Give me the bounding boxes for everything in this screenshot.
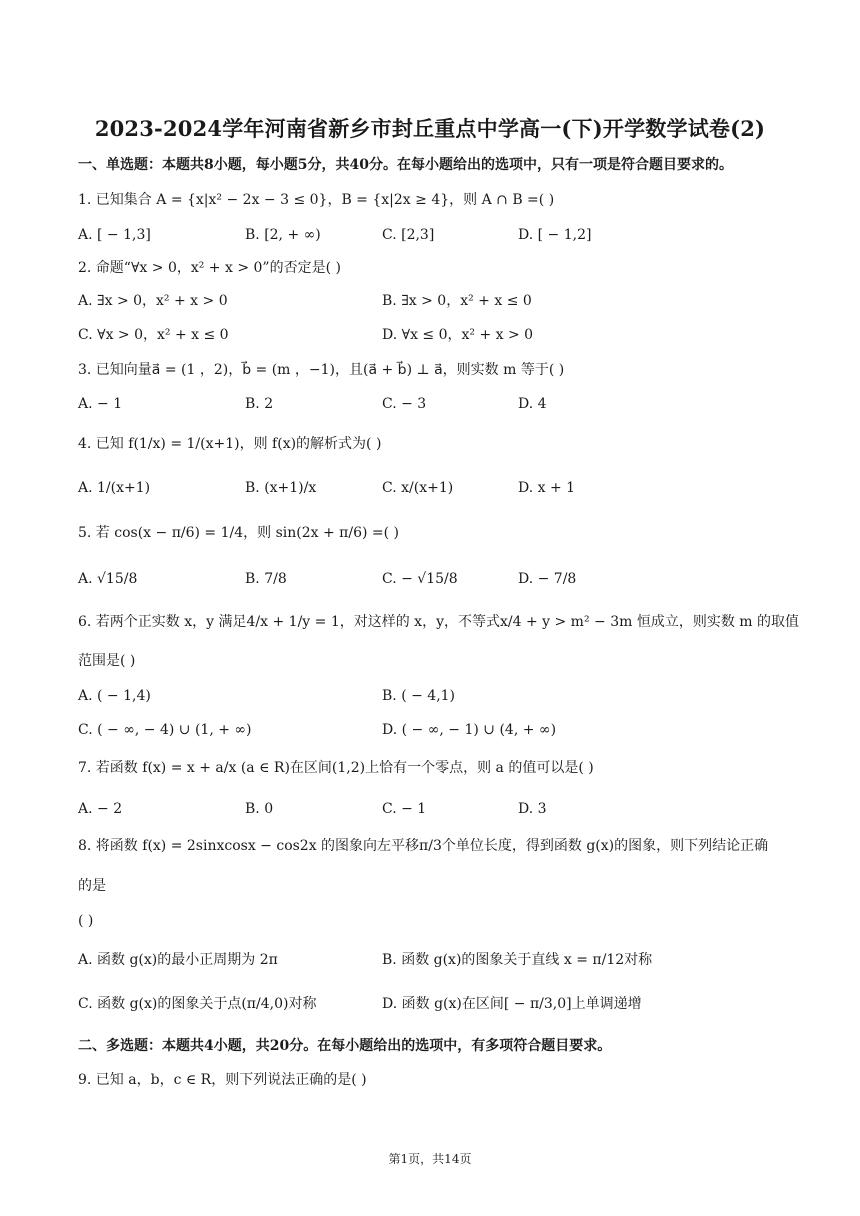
section-multi-choice: 二、多选题：本题共4小题，共20分。在每小题给出的选项中，有多项符合题目要求。 — [78, 1038, 612, 1054]
question-9-stem: 9. 已知 a，b，c ∈ R，则下列说法正确的是( ) — [78, 1072, 367, 1088]
q5-option-a: A. √15/8 — [78, 571, 138, 587]
q3-option-d: D. 4 — [518, 396, 547, 412]
question-8-stem-continued: 的是 — [78, 878, 106, 894]
q7-option-a: A. − 2 — [78, 801, 123, 817]
q3-option-b: B. 2 — [245, 396, 274, 412]
q8-option-d: D. 函数 g(x)在区间[ − π/3,0]上单调递增 — [382, 996, 642, 1012]
q7-option-c: C. − 1 — [382, 801, 427, 817]
question-7-stem: 7. 若函数 f(x) = x + a/x (a ∈ R)在区间(1,2)上恰有一个零点，则 a 的值可以是( ) — [78, 760, 594, 776]
q6-option-c: C. ( − ∞, − 4) ∪ (1, + ∞) — [78, 722, 252, 738]
q4-option-c: C. x/(x+1) — [382, 480, 454, 496]
q5-option-c: C. − √15/8 — [382, 571, 458, 587]
q2-option-c: C. ∀x > 0，x² + x ≤ 0 — [78, 327, 229, 343]
q6-option-a: A. ( − 1,4) — [78, 688, 151, 704]
q1-option-a: A. [ − 1,3] — [78, 227, 151, 243]
q7-option-d: D. 3 — [518, 801, 547, 817]
page-title: 2023-2024学年河南省新乡市封丘重点中学高一(下)开学数学试卷(2) — [94, 116, 766, 141]
q2-option-b: B. ∃x > 0，x² + x ≤ 0 — [382, 293, 532, 309]
question-6-stem-continued: 范围是( ) — [78, 653, 136, 669]
q7-option-b: B. 0 — [245, 801, 274, 817]
q3-option-a: A. − 1 — [78, 396, 123, 412]
question-3-stem: 3. 已知向量a⃗ = (1 ，2)，b⃗ = (m ，−1)，且(a⃗ + b⃗) ⊥ a⃗，则实数 m 等于( ) — [78, 362, 565, 378]
q1-option-d: D. [ − 1,2] — [518, 227, 592, 243]
q6-option-b: B. ( − 4,1) — [382, 688, 456, 704]
question-1-stem: 1. 已知集合 A = {x|x² − 2x − 3 ≤ 0}，B = {x|2x ≥ 4}，则 A ∩ B =( ) — [78, 192, 555, 208]
q3-option-c: C. − 3 — [382, 396, 427, 412]
section-single-choice: 一、单选题：本题共8小题，每小题5分，共40分。在每小题给出的选项中，只有一项是符合题目要求的。 — [78, 157, 733, 173]
q4-option-a: A. 1/(x+1) — [78, 480, 151, 496]
q8-option-a: A. 函数 g(x)的最小正周期为 2π — [78, 952, 278, 968]
question-6-stem: 6. 若两个正实数 x，y 满足4/x + 1/y = 1，对这样的 x，y，不等式x/4 + y > m² − 3m 恒成立，则实数 m 的取值 — [78, 614, 800, 630]
question-8-stem: 8. 将函数 f(x) = 2sinxcosx − cos2x 的图象向左平移π/3个单位长度，得到函数 g(x)的图象，则下列结论正确 — [78, 838, 769, 854]
q6-option-d: D. ( − ∞, − 1) ∪ (4, + ∞) — [382, 722, 557, 738]
q8-option-c: C. 函数 g(x)的图象关于点(π/4,0)对称 — [78, 996, 317, 1012]
q2-option-d: D. ∀x ≤ 0，x² + x > 0 — [382, 327, 534, 343]
q5-option-d: D. − 7/8 — [518, 571, 577, 587]
page-footer: 第1页，共14页 — [388, 1152, 472, 1166]
q4-option-b: B. (x+1)/x — [245, 480, 317, 496]
question-5-stem: 5. 若 cos(x − π/6) = 1/4，则 sin(2x + π/6) =( ) — [78, 525, 400, 541]
q1-option-b: B. [2, + ∞) — [245, 227, 321, 243]
q4-option-d: D. x + 1 — [518, 480, 576, 496]
q8-option-b: B. 函数 g(x)的图象关于直线 x = π/12对称 — [382, 952, 653, 968]
q1-option-c: C. [2,3] — [382, 227, 435, 243]
question-2-stem: 2. 命题“∀x > 0，x² + x > 0”的否定是( ) — [78, 260, 341, 276]
question-4-stem: 4. 已知 f(1/x) = 1/(x+1)，则 f(x)的解析式为( ) — [78, 436, 382, 452]
q5-option-b: B. 7/8 — [245, 571, 287, 587]
q2-option-a: A. ∃x > 0，x² + x > 0 — [78, 293, 228, 309]
question-8-answer-paren: ( ) — [78, 913, 94, 929]
